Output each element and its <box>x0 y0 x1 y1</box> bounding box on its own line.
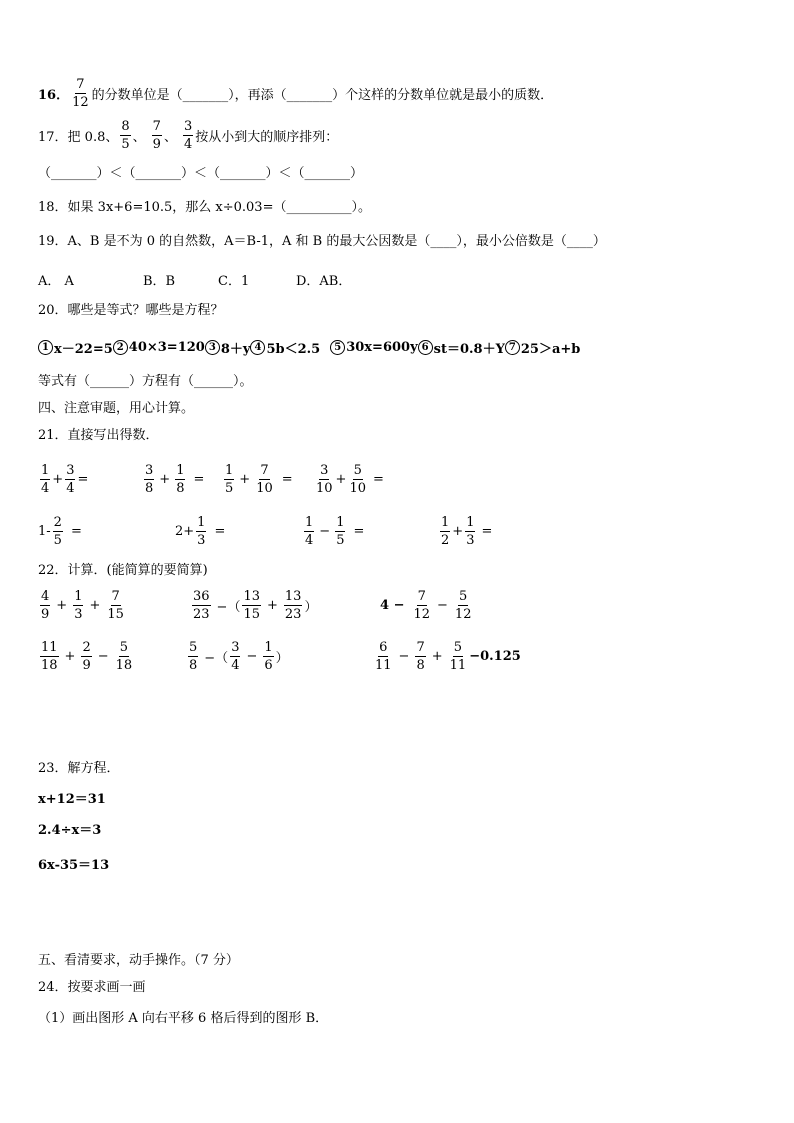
q21-expr-6: 2+ $\frac{1}{3}$ = <box>175 515 226 548</box>
circled-number-3: 3 <box>205 340 220 355</box>
q21-expr-5: 1- $\frac{2}{5}$ = <box>38 515 82 548</box>
q22-expr-2: $\frac{36}{23}$ −（ $\frac{13}{15}$ + $\frac{13}{23}$ ） <box>193 589 318 622</box>
q23-equation-1: x+12＝31 <box>38 792 106 807</box>
q17-suffix: 按从小到大的顺序排列： <box>195 130 339 145</box>
question-24-title: 24．按要求画一画 <box>38 980 146 995</box>
question-19: 19．A、B 是不为 0 的自然数，A＝B-1，A 和 B 的最大公因数是（____），最小公倍数是（____） <box>38 234 606 249</box>
q23-equation-3: 6x-35＝13 <box>38 858 110 873</box>
q22-expr-6: $\frac{6}{11}$ − $\frac{7}{8}$ + $\frac{5}{11}$ −0.125 <box>375 640 521 673</box>
q24-sub-1: （1）画出图形 A 向右平移 6 格后得到的图形 B． <box>38 1011 329 1026</box>
q21-expr-1: $\frac{1}{4}$ + $\frac{3}{4}$ = <box>41 463 89 496</box>
q22-expr-3: 4 − $\frac{7}{12}$ − $\frac{5}{12}$ <box>380 589 472 622</box>
q22-expr-4: $\frac{11}{18}$ + $\frac{2}{9}$ − $\frac{5}{18}$ <box>41 640 133 673</box>
q16-number: 16． <box>38 88 70 103</box>
q20-answer: 等式有（______）方程有（______）。 <box>38 374 253 389</box>
q19-option-d: D．AB． <box>296 274 352 289</box>
q21-expr-2: $\frac{3}{8}$ + $\frac{1}{8}$ = <box>145 463 205 496</box>
question-21-title: 21．直接写出得数． <box>38 428 159 443</box>
q17-fraction-1: $\frac{8}{5}$ <box>121 119 130 152</box>
circled-number-1: 1 <box>38 340 53 355</box>
circled-number-5: 5 <box>330 340 345 355</box>
question-16 <box>38 78 553 109</box>
question-20: 20．哪些是等式？哪些是方程？ <box>38 303 224 318</box>
q16-fraction: $\frac{7}{12}$ <box>72 77 89 110</box>
q21-expr-4: $\frac{3}{10}$ + $\frac{5}{10}$ = <box>316 463 384 496</box>
q22-expr-1: $\frac{4}{9}$ + $\frac{1}{3}$ + $\frac{7}{15}$ <box>41 589 124 622</box>
q17-prefix: 17．把 0.8、 <box>38 130 119 145</box>
question-18: 18．如果 3x+6=10.5，那么 x÷0.03=（__________）。 <box>38 200 371 215</box>
section-4-title: 四、注意审题，用心计算。 <box>38 401 195 416</box>
q17-fraction-3: $\frac{3}{4}$ <box>183 119 193 152</box>
question-22-title: 22．计算．(能简算的要简算) <box>38 563 208 578</box>
circled-number-4: 4 <box>250 340 265 355</box>
q19-option-a: A． A <box>38 274 74 289</box>
question-17: 17．把 0.8、 $\frac{8}{5}$ 、 $\frac{7}{9}$ 、 $\frac{3}{4}$ 按从小到大的顺序排列： <box>38 119 339 152</box>
q17-fraction-2: $\frac{7}{9}$ <box>152 119 161 152</box>
circled-number-6: 6 <box>418 340 433 355</box>
section-5-title: 五、看清要求，动手操作。（7 分） <box>38 953 239 968</box>
q21-expr-7: $\frac{1}{4}$ − $\frac{1}{5}$ = <box>305 515 365 548</box>
circled-number-2: 2 <box>113 340 128 355</box>
circled-number-7: 7 <box>505 340 520 355</box>
q19-option-b: B．B <box>143 274 176 289</box>
q16-text: 的分数单位是（_______），再添（_______）个这样的分数单位就是最小的质数． <box>91 88 554 103</box>
q23-equation-2: 2.4÷x＝3 <box>38 823 102 838</box>
question-23-title: 23．解方程． <box>38 761 120 776</box>
q20-expressions: 1 x－22=5 2 40×3=120 3 8＋y 4 5b＜2.5 5 30x=600y 6 st＝0.8＋Y 7 25＞a+b <box>38 338 580 357</box>
q19-option-c: C．1 <box>218 274 250 289</box>
q17-blanks: （_______）＜（_______）＜（_______）＜（_______） <box>38 166 364 181</box>
q21-expr-3: $\frac{1}{5}$ + $\frac{7}{10}$ = <box>225 463 293 496</box>
q21-expr-8: $\frac{1}{2}$ + $\frac{1}{3}$ = <box>441 515 493 548</box>
q22-expr-5: $\frac{5}{8}$ −（ $\frac{3}{4}$ − $\frac{1}{6}$ ） <box>189 640 289 673</box>
